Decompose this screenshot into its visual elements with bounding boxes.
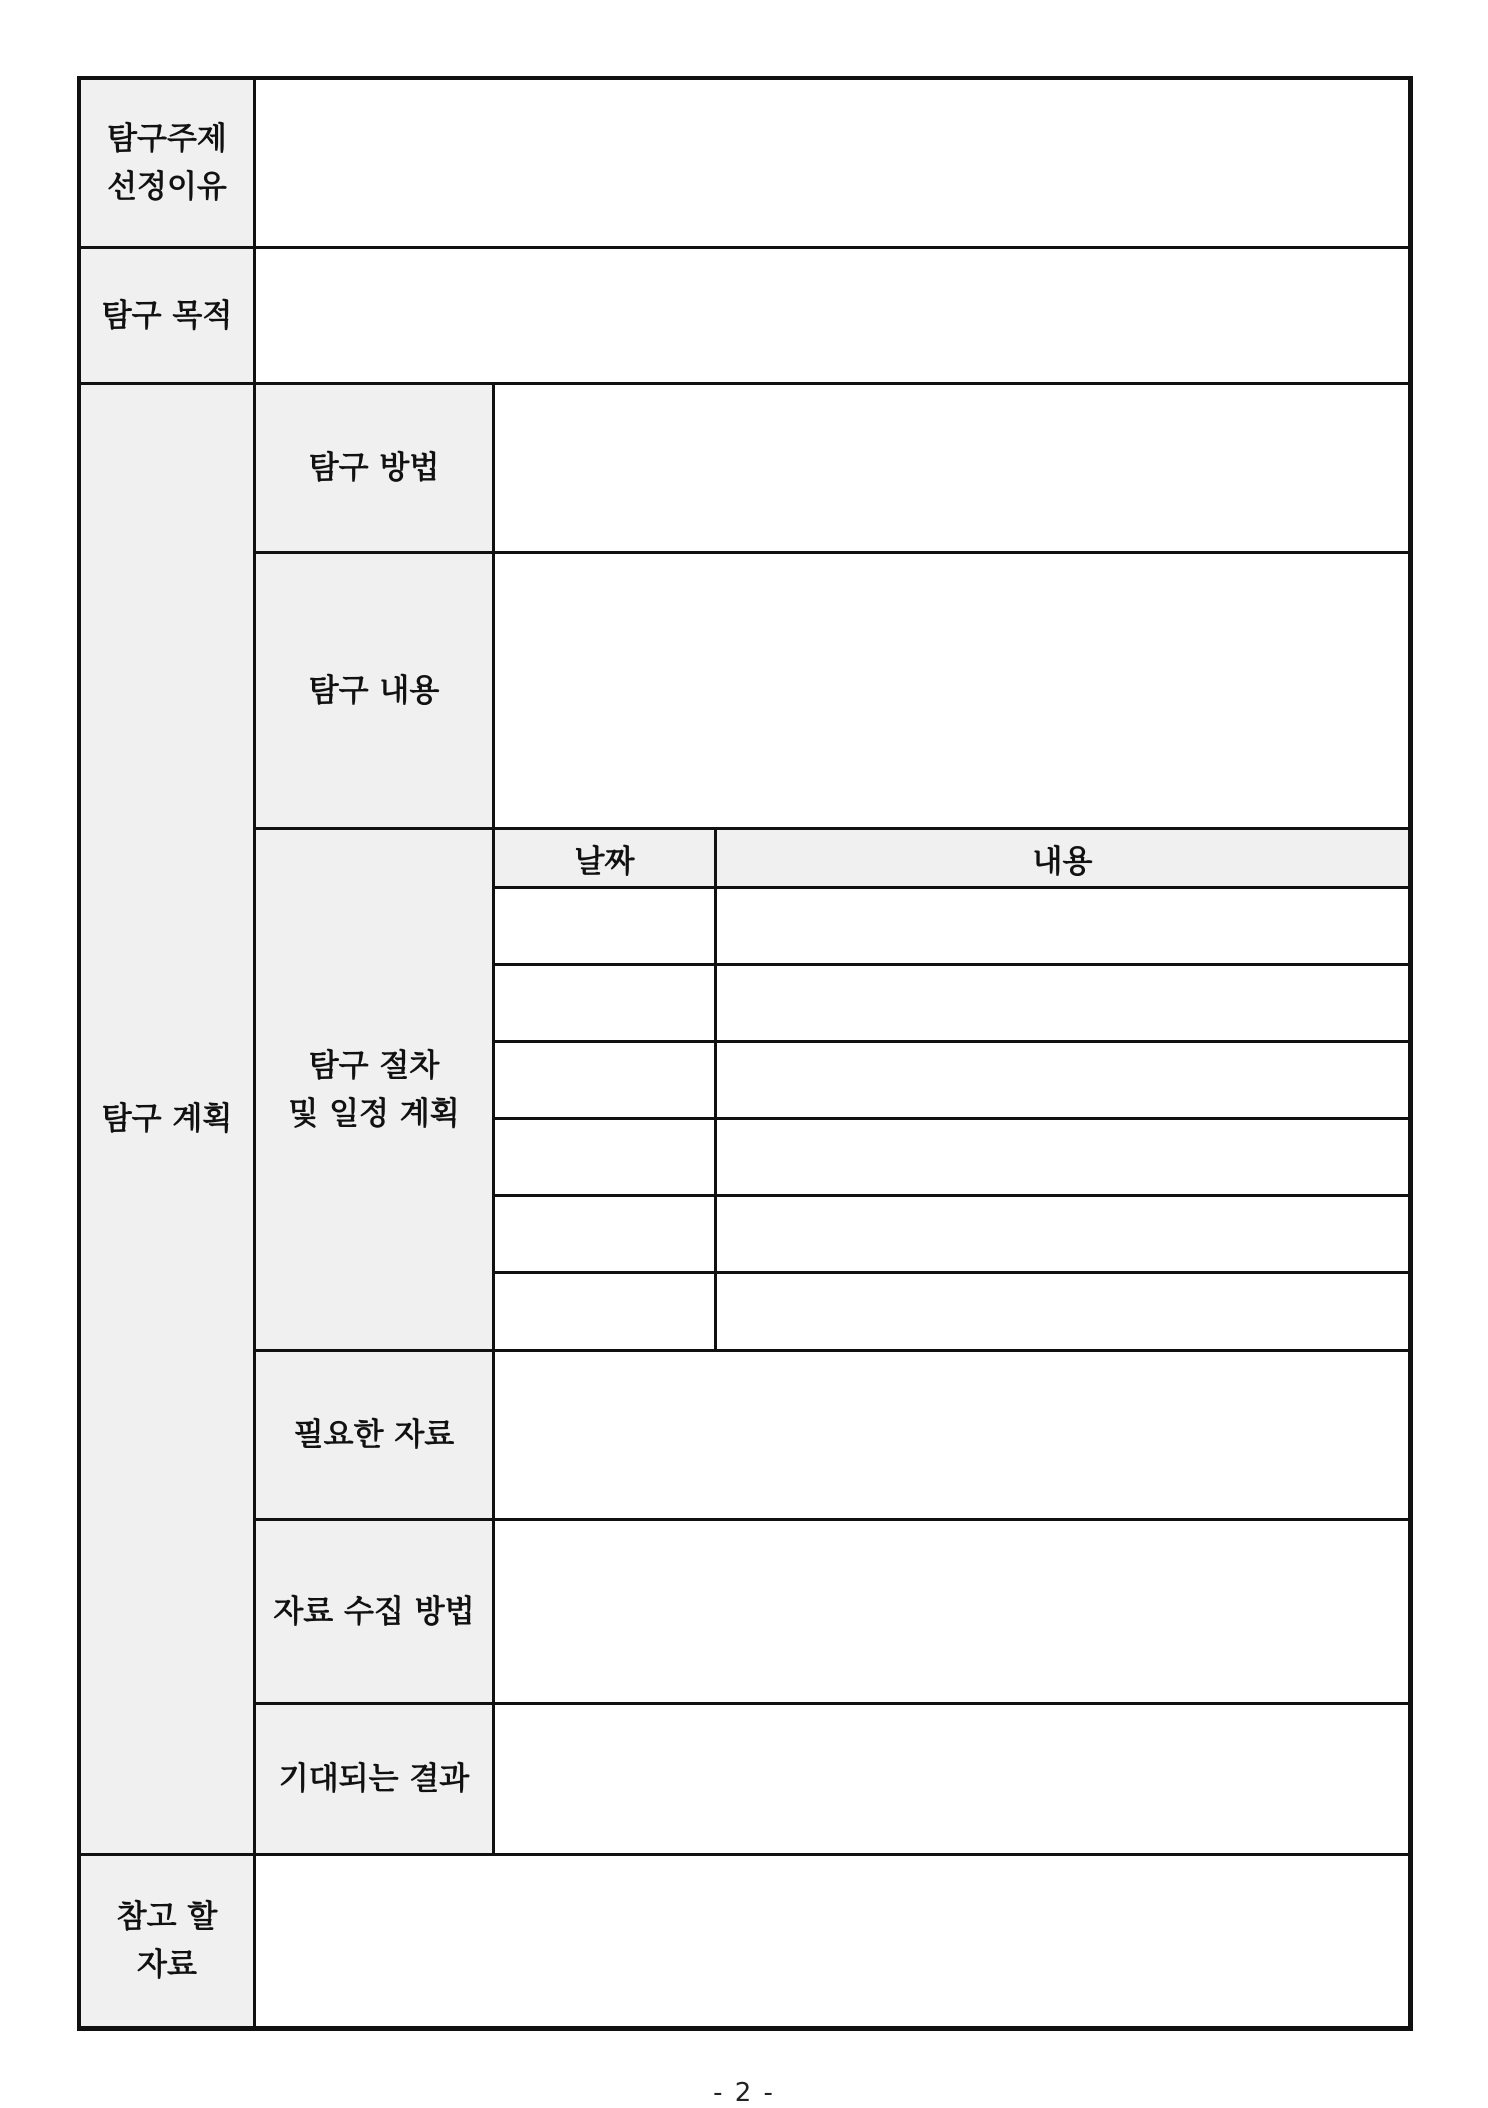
schedule-content-cell[interactable] xyxy=(714,1040,1411,1120)
plan-label: 탐구 계획 xyxy=(78,382,256,1856)
topic-reason-field[interactable] xyxy=(253,77,1411,249)
topic-reason-line1: 탐구주제 xyxy=(107,121,227,157)
schedule-date-cell[interactable] xyxy=(492,1271,717,1352)
materials-field[interactable] xyxy=(492,1349,1411,1521)
schedule-date-cell[interactable] xyxy=(492,886,717,966)
purpose-field[interactable] xyxy=(253,246,1411,385)
references-field[interactable] xyxy=(253,1853,1411,2029)
method-label: 탐구 방법 xyxy=(253,382,495,554)
procedure-label xyxy=(253,827,495,1352)
page-number: - 2 - xyxy=(713,2078,775,2108)
collection-field[interactable] xyxy=(492,1518,1411,1705)
schedule-content-cell[interactable] xyxy=(714,1271,1411,1352)
references-label xyxy=(78,1853,256,2029)
schedule-date-cell[interactable] xyxy=(492,963,717,1043)
purpose-label: 탐구 목적 xyxy=(78,246,256,385)
schedule-date-cell[interactable] xyxy=(492,1194,717,1274)
references-line1: 참고 할 xyxy=(116,1899,218,1935)
schedule-content-cell[interactable] xyxy=(714,1117,1411,1197)
schedule-date-cell[interactable] xyxy=(492,1040,717,1120)
schedule-content-cell[interactable] xyxy=(714,886,1411,966)
content-label: 탐구 내용 xyxy=(253,551,495,830)
expected-label: 기대되는 결과 xyxy=(253,1702,495,1856)
method-field[interactable] xyxy=(492,382,1411,554)
expected-field[interactable] xyxy=(492,1702,1411,1856)
topic-reason-label xyxy=(78,77,256,249)
topic-reason-line2: 선정이유 xyxy=(107,169,227,205)
references-line2: 자료 xyxy=(137,1947,197,1983)
procedure-line1: 탐구 절차 xyxy=(308,1047,440,1084)
schedule-content-cell[interactable] xyxy=(714,1194,1411,1274)
collection-label: 자료 수집 방법 xyxy=(253,1518,495,1705)
schedule-content-header: 내용 xyxy=(714,827,1411,889)
schedule-date-header: 날짜 xyxy=(492,827,717,889)
procedure-line2: 및 일정 계획 xyxy=(288,1095,460,1132)
materials-label: 필요한 자료 xyxy=(253,1349,495,1521)
content-field[interactable] xyxy=(492,551,1411,830)
schedule-content-cell[interactable] xyxy=(714,963,1411,1043)
schedule-date-cell[interactable] xyxy=(492,1117,717,1197)
